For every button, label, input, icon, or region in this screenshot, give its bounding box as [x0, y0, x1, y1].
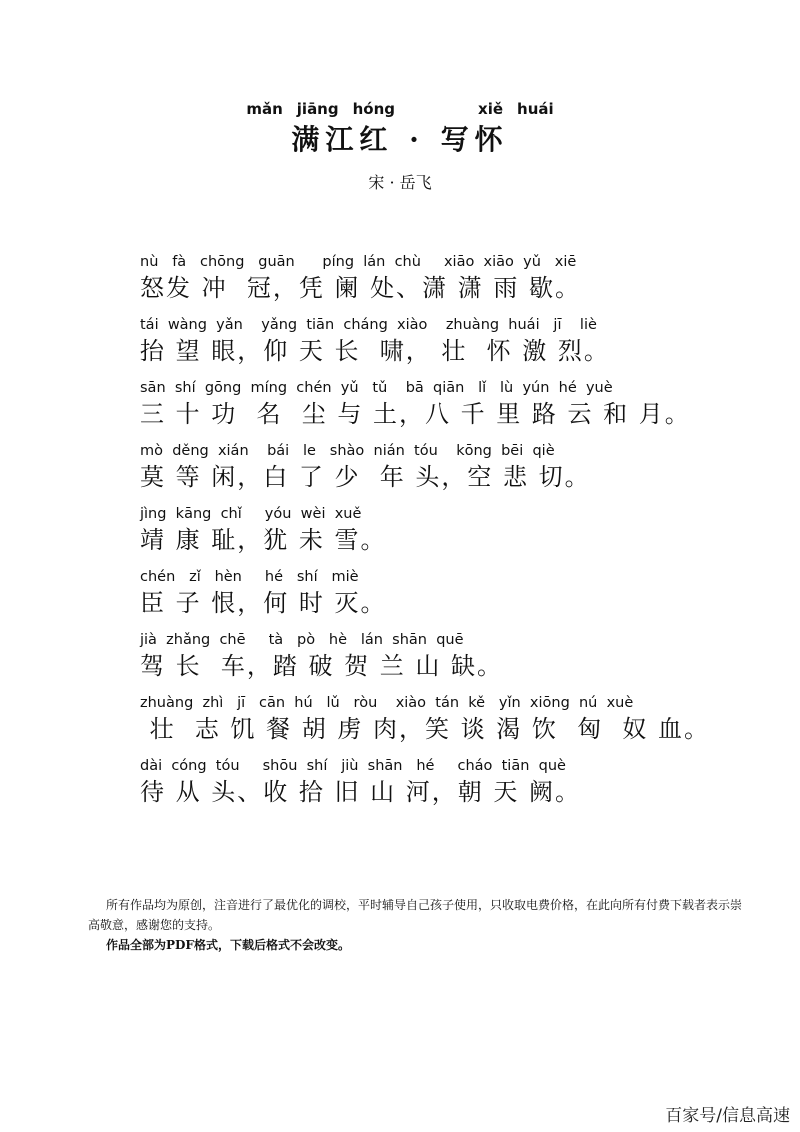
- pinyin-line: chén zǐ hèn hé shí miè: [140, 569, 359, 585]
- copyright-note: 所有作品均为原创，注音进行了最优化的调校，平时辅导自己孩子使用，只收取电费价格，在此向所有付费下载者表示崇高敬意，感谢您的支持。: [88, 898, 743, 932]
- hanzi-line: 靖 康 耻，犹 未 雪。: [140, 526, 387, 554]
- title-pinyin-syllable: huái: [517, 100, 554, 118]
- poem-author: 宋 · 岳飞: [368, 173, 432, 192]
- pinyin-line: sān shí gōng míng chén yǔ tǔ bā qiān lǐ lù yún hé yuè: [140, 380, 613, 396]
- verse-line: [140, 504, 760, 556]
- format-note: 作品全部为PDF格式，下载后格式不会改变。: [106, 938, 350, 952]
- title-pinyin-syllable: xiě: [478, 100, 504, 118]
- title-pinyin-syllable: jiāng: [296, 100, 339, 118]
- source-watermark: 百家号/信息高速: [665, 1106, 790, 1126]
- pinyin-line: zhuàng zhì jī cān hú lǔ ròu xiào tán kě yǐn xiōng nú xuè: [140, 695, 634, 711]
- verse-line: [140, 441, 760, 493]
- verse-line: [140, 630, 760, 682]
- pinyin-line: mò děng xián bái le shào nián tóu kōng bēi qiè: [140, 443, 555, 459]
- pinyin-line: dài cóng tóu shōu shí jiù shān hé cháo tiān què: [140, 758, 566, 774]
- hanzi-line: 臣 子 恨，何 时 灭。: [140, 589, 387, 617]
- verse-line: [140, 315, 760, 367]
- title-pinyin-syllable: hóng: [352, 100, 396, 118]
- title-pinyin-syllable: mǎn: [246, 100, 283, 118]
- verse-line: [140, 252, 760, 304]
- verse-line: [140, 378, 760, 430]
- hanzi-line: 待 从 头、收 拾 旧 山 河，朝 天 阙。: [140, 778, 582, 806]
- verse-line: [140, 756, 760, 808]
- hanzi-line: 壮 志 饥 餐 胡 虏 肉，笑 谈 渴 饮 匈 奴 血。: [140, 715, 711, 743]
- hanzi-line: 驾 长 车，踏 破 贺 兰 山 缺。: [140, 652, 504, 680]
- hanzi-line: 三 十 功 名 尘 与 土，八 千 里 路 云 和 月。: [140, 400, 691, 428]
- pinyin-line: jià zhǎng chē tà pò hè lán shān quē: [140, 632, 464, 648]
- hanzi-line: 抬 望 眼，仰 天 长 啸， 壮 怀 激 烈。: [140, 337, 610, 365]
- pinyin-line: jìng kāng chǐ yóu wèi xuě: [140, 506, 362, 522]
- verse-line: [140, 693, 760, 745]
- poem-title: 满江红 · 写怀: [291, 123, 509, 156]
- hanzi-line: 怒发 冲 冠，凭 阑 处、潇 潇 雨 歇。: [140, 274, 582, 302]
- pinyin-line: tái wàng yǎn yǎng tiān cháng xiào zhuàng huái jī liè: [140, 317, 597, 333]
- verse-line: [140, 567, 760, 619]
- title-pinyin: [0, 100, 800, 118]
- footer-notes: [88, 895, 748, 955]
- pinyin-line: nù fà chōng guān píng lán chù xiāo xiāo yǔ xiē: [140, 254, 577, 270]
- hanzi-line: 莫 等 闲，白 了 少 年 头，空 悲 切。: [140, 463, 591, 491]
